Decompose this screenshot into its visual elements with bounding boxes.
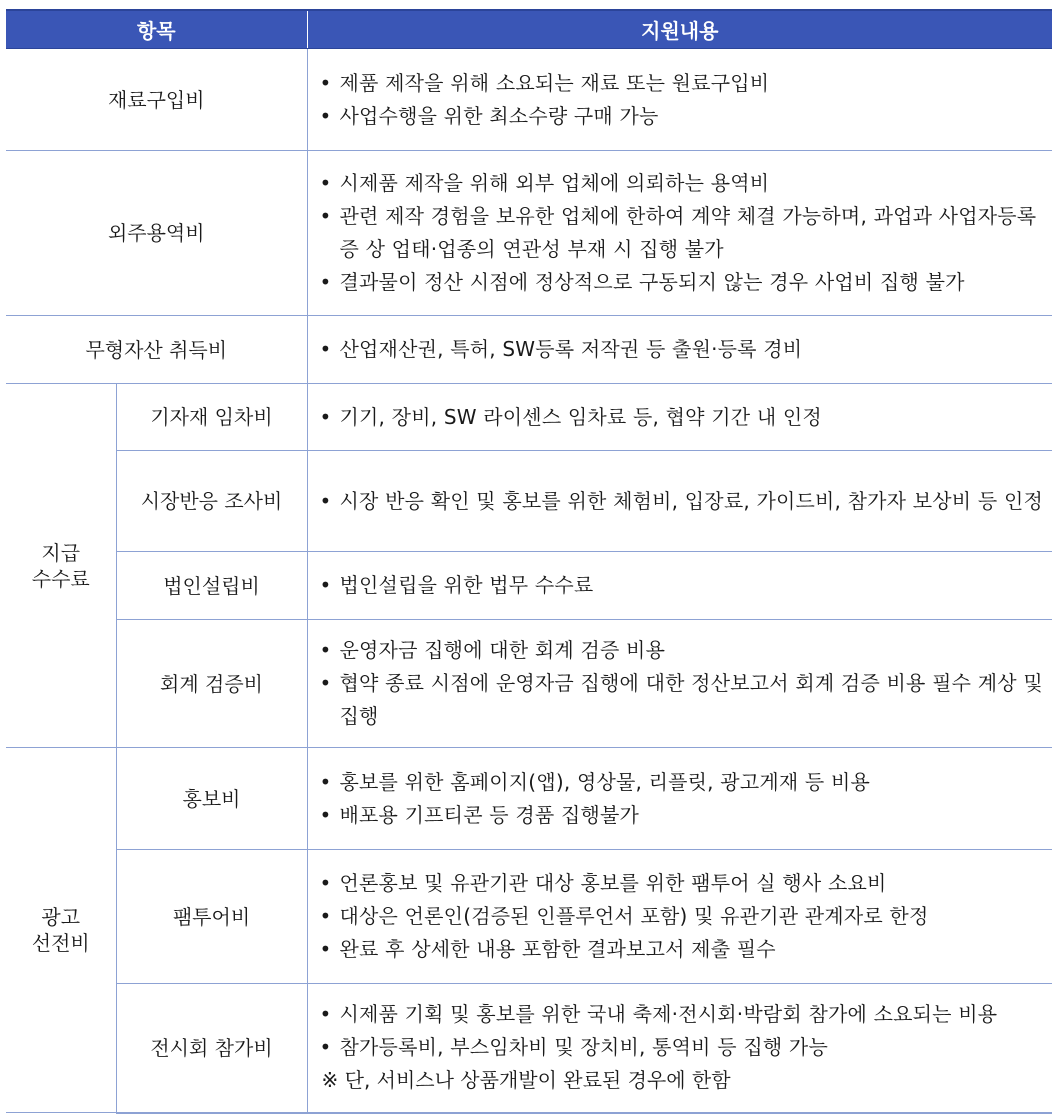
list-item: • 제품 제작을 위해 소요되는 재료 또는 원료구입비 <box>316 67 1045 100</box>
header-content: 지원내용 <box>307 10 1052 49</box>
bullet-icon: • <box>319 1002 332 1027</box>
group-label-ad: 광고 선전비 <box>6 748 116 1113</box>
bullet-icon: • <box>319 488 332 513</box>
sub-label: 기자재 임차비 <box>116 384 307 451</box>
list-item: • 산업재산권, 특허, SW등록 저작권 등 출원·등록 경비 <box>316 333 1045 366</box>
table-row <box>6 451 1052 552</box>
bullet-icon: • <box>319 937 332 961</box>
row-content <box>307 49 1052 151</box>
list-item: • 관련 제작 경험을 보유한 업체에 한하여 계약 체결 가능하며, 과업과 사업자등록증 상 업태·업종의 연관성 부재 시 집행 불가 <box>316 200 1045 266</box>
table-row <box>6 384 1052 451</box>
list-item: • 시제품 제작을 위해 외부 업체에 의뢰하는 용역비 <box>316 167 1045 200</box>
table-row <box>6 984 1052 1113</box>
table-row <box>6 620 1052 748</box>
row-label: 무형자산 취득비 <box>6 316 307 384</box>
table-row <box>6 748 1052 850</box>
table-row <box>6 49 1052 151</box>
row-content <box>307 620 1052 748</box>
row-content <box>307 384 1052 451</box>
bullet-icon: • <box>319 802 332 827</box>
note-text: ※ 단, 서비스나 상품개발이 완료된 경우에 한함 <box>321 1068 731 1093</box>
bullet-icon: • <box>319 769 332 794</box>
list-item: • 대상은 언론인(검증된 인플루언서 포함) 및 유관기관 관계자로 한정 <box>316 900 1045 933</box>
bullet-icon: • <box>319 103 332 128</box>
group-label-fees: 지급 수수료 <box>6 384 116 748</box>
bullet-icon: • <box>319 871 332 895</box>
list-item: • 결과물이 정산 시점에 정상적으로 구동되지 않는 경우 사업비 집행 불가 <box>316 266 1045 299</box>
table-row <box>6 316 1052 384</box>
bullet-icon: • <box>319 337 332 361</box>
row-label: 외주용역비 <box>6 151 307 316</box>
sub-label: 법인설립비 <box>116 552 307 620</box>
list-item: • 언론홍보 및 유관기관 대상 홍보를 위한 팸투어 실 행사 소요비 <box>316 867 1045 900</box>
list-item: • 기기, 장비, SW 라이센스 임차료 등, 협약 기간 내 인정 <box>316 401 1045 434</box>
row-content <box>307 451 1052 552</box>
sub-label: 전시회 참가비 <box>116 984 307 1113</box>
row-content <box>307 316 1052 384</box>
row-content <box>307 748 1052 850</box>
list-item: • 사업수행을 위한 최소수량 구매 가능 <box>316 100 1045 133</box>
table-row <box>6 151 1052 316</box>
bullet-icon: • <box>319 671 332 695</box>
sub-label: 팸투어비 <box>116 850 307 984</box>
list-item: • 시제품 기획 및 홍보를 위한 국내 축제·전시회·박람회 참가에 소요되는 비용 <box>316 998 1045 1031</box>
sub-label: 회계 검증비 <box>116 620 307 748</box>
list-item: • 법인설립을 위한 법무 수수료 <box>316 569 1045 602</box>
list-item: • 완료 후 상세한 내용 포함한 결과보고서 제출 필수 <box>316 933 1045 966</box>
row-content <box>307 552 1052 620</box>
bullet-icon: • <box>319 404 332 429</box>
bullet-icon: • <box>319 204 332 228</box>
sub-label: 시장반응 조사비 <box>116 451 307 552</box>
bullet-icon: • <box>319 904 332 928</box>
bullet-icon: • <box>319 573 332 597</box>
list-item: • 협약 종료 시점에 운영자금 집행에 대한 정산보고서 회계 검증 비용 필수 계상 및 집행 <box>316 667 1045 733</box>
table-row <box>6 552 1052 620</box>
sub-label: 홍보비 <box>116 748 307 850</box>
list-item: • 홍보를 위한 홈페이지(앱), 영상물, 리플릿, 광고게재 등 비용 <box>316 766 1045 799</box>
table-row <box>6 850 1052 984</box>
row-content <box>307 850 1052 984</box>
support-table <box>6 9 1052 1114</box>
header-item: 항목 <box>6 10 307 49</box>
list-item: • 배포용 기프티콘 등 경품 집행불가 <box>316 799 1045 832</box>
bullet-icon: • <box>319 171 332 195</box>
bullet-icon: • <box>319 70 332 95</box>
table-header-row <box>6 10 1052 49</box>
list-item: • 운영자금 집행에 대한 회계 검증 비용 <box>316 634 1045 667</box>
row-content <box>307 151 1052 316</box>
list-item: • 시장 반응 확인 및 홍보를 위한 체험비, 입장료, 가이드비, 참가자 보상비 등 인정 <box>316 485 1045 518</box>
bullet-icon: • <box>319 270 332 294</box>
bullet-icon: • <box>319 1035 332 1060</box>
bullet-icon: • <box>319 638 332 662</box>
row-content <box>307 984 1052 1113</box>
row-label: 재료구입비 <box>6 49 307 151</box>
list-item: • 참가등록비, 부스임차비 및 장치비, 통역비 등 집행 가능 <box>316 1031 1045 1064</box>
